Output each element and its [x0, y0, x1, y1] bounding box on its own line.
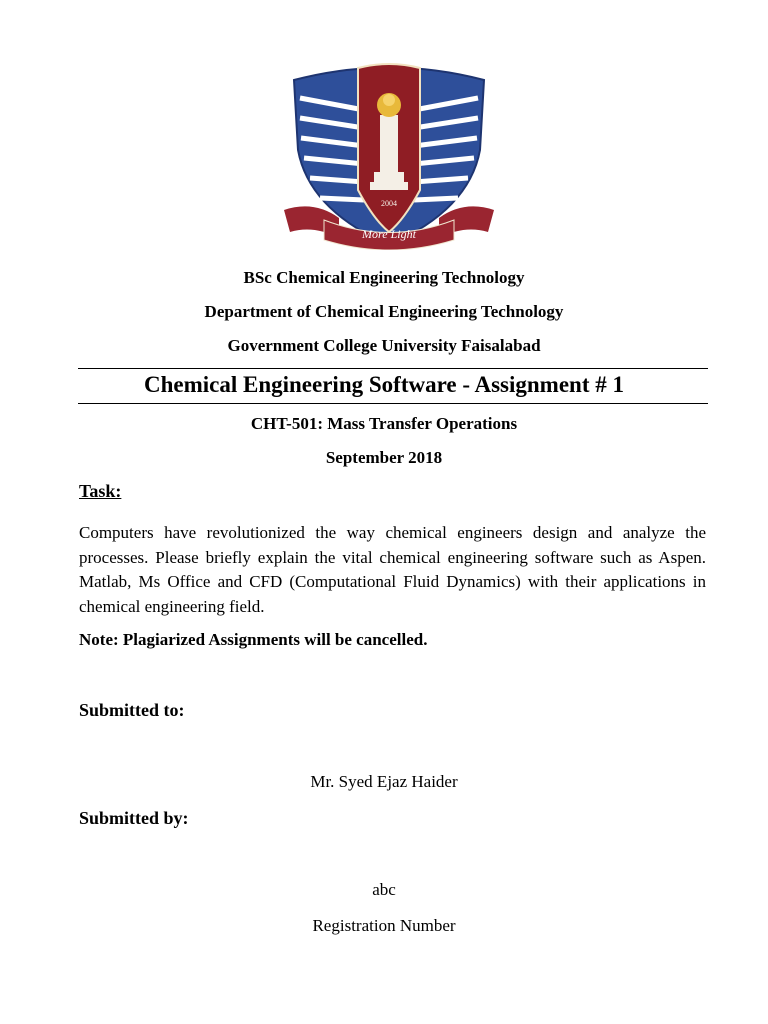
svg-text:2004: 2004 — [381, 199, 397, 208]
title-rule-top — [78, 368, 708, 369]
plagiarism-note: Note: Plagiarized Assignments will be cancelled. — [79, 630, 428, 649]
assignment-date: September 2018 — [325, 448, 443, 467]
title-rule-bottom — [78, 403, 708, 404]
teacher-name: Mr. Syed Ejaz Haider — [310, 772, 458, 791]
svg-text:More Light: More Light — [362, 227, 416, 241]
submitted-to-label: Submitted to: — [79, 700, 185, 720]
student-name: abc — [372, 880, 396, 899]
task-heading: Task: — [79, 481, 122, 501]
document-title: Chemical Engineering Software - Assignment # 1 — [143, 372, 624, 397]
program-name: BSc Chemical Engineering Technology — [243, 268, 525, 287]
course-code: CHT-501: Mass Transfer Operations — [250, 414, 518, 433]
department-name: Department of Chemical Engineering Technology — [204, 302, 564, 321]
submitted-by-label: Submitted by: — [79, 808, 189, 828]
registration-number: Registration Number — [312, 916, 456, 935]
university-crest-logo — [284, 60, 494, 250]
university-name: Government College University Faisalabad — [227, 336, 541, 355]
task-description: Computers have revolutionized the way chemical engineers design and analyze the processes. Please briefly explain the vital chemical engineering software such as Aspen. Matlab, Ms Office and CFD (Computational Fluid Dynamics) with their applications in chemical engineering field. — [79, 523, 706, 616]
